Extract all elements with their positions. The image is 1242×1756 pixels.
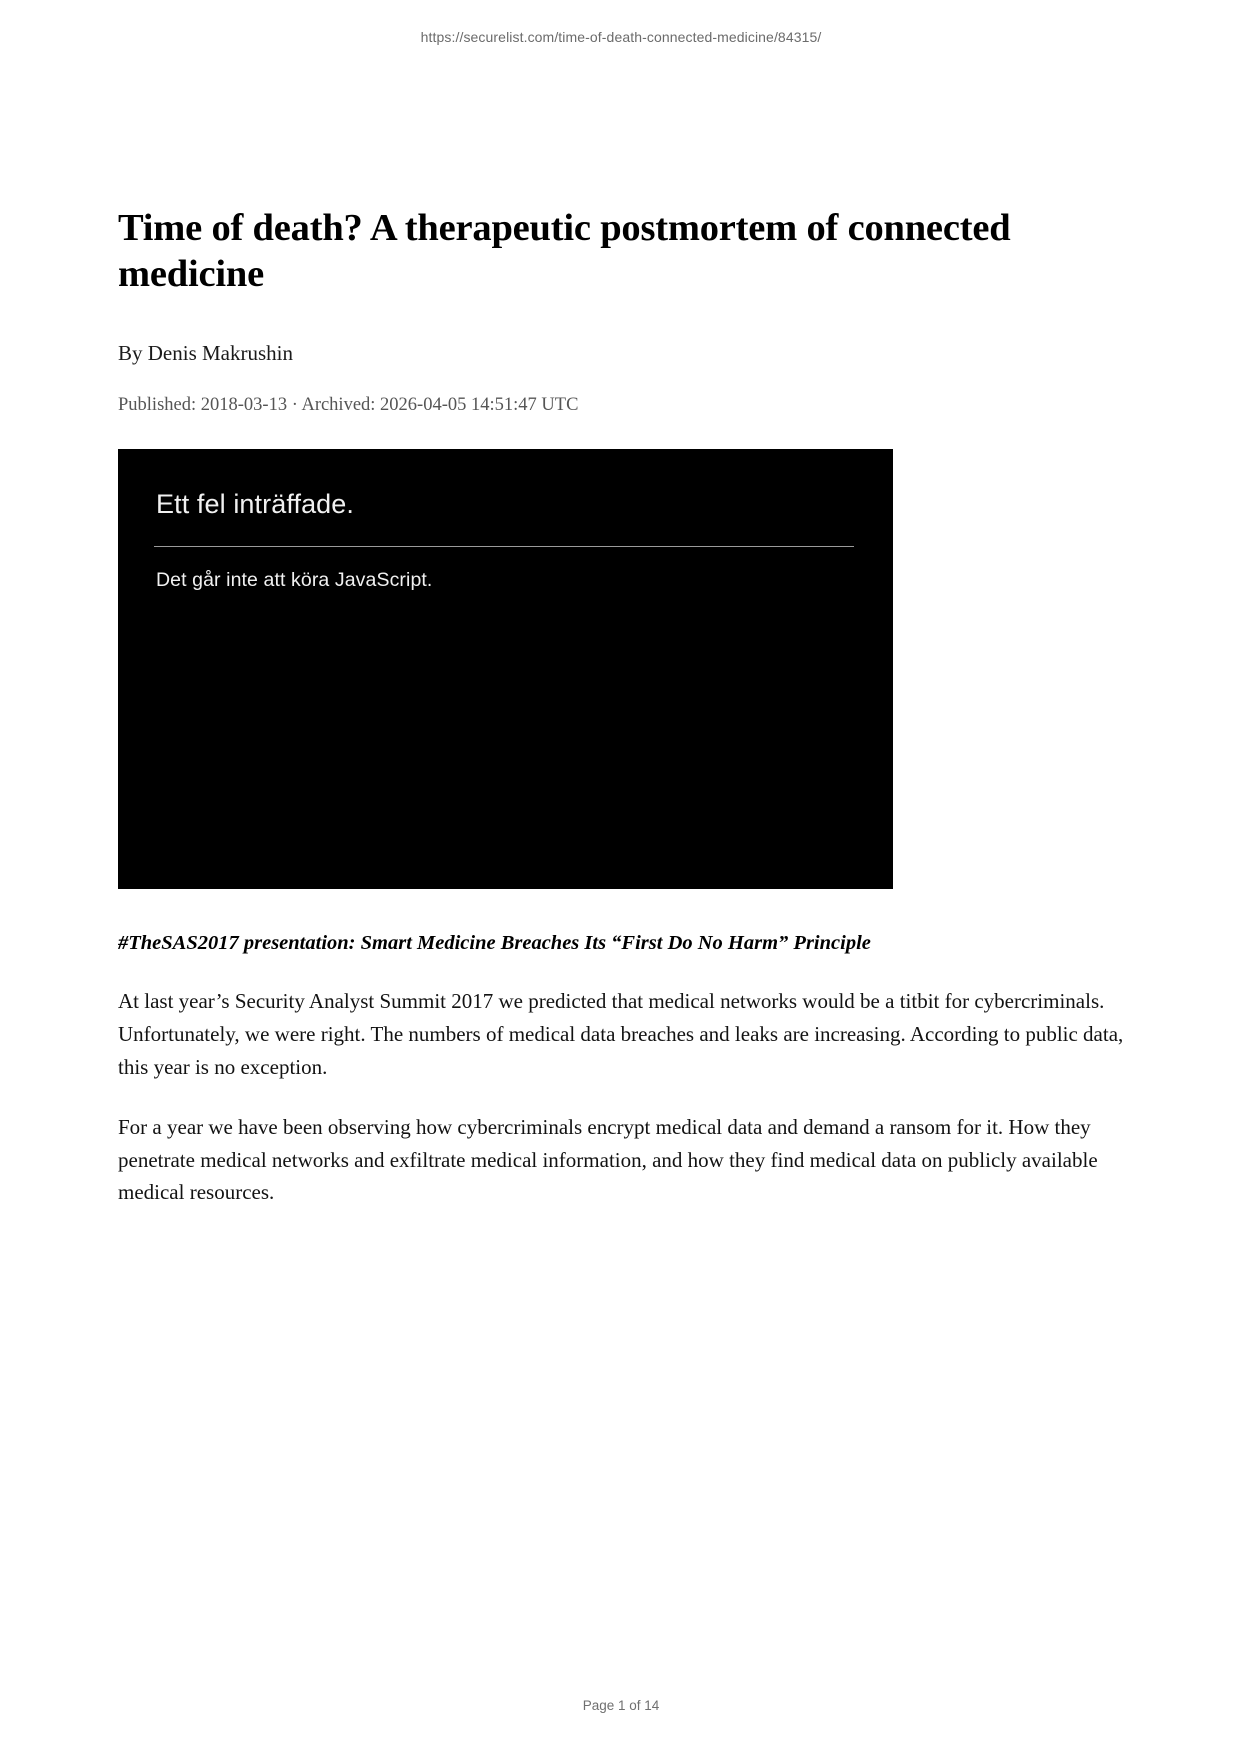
video-embed-placeholder[interactable] [118, 449, 893, 889]
embed-divider [154, 546, 854, 547]
embed-error-title: Ett fel inträffade. [156, 488, 355, 519]
figure-caption: #TheSAS2017 presentation: Smart Medicine Breaches Its “First Do No Harm” Principle [118, 931, 871, 954]
page-footer: Page 1 of 14 [582, 1698, 660, 1713]
embed-error-message: Det går inte att köra JavaScript. [156, 568, 433, 591]
page-title: Time of death? A therapeutic postmortem of connected medicine [118, 207, 1011, 296]
archive-source-url: https://securelist.com/time-of-death-connected-medicine/84315/ [420, 29, 822, 45]
article-paragraph: At last year’s Security Analyst Summit 2017 we predicted that medical networks would be a titbit for cybercriminals. Unfortunately, we were right. The numbers of medical data breaches and leaks are increasing. According to public data, this year is no exception. [118, 989, 1124, 1079]
article-byline: By Denis Makrushin [118, 341, 293, 366]
article-content [118, 205, 1124, 1209]
article-publication-info: Published: 2018-03-13 · Archived: 2026-04-05 14:51:47 UTC [118, 394, 579, 415]
article-paragraph: For a year we have been observing how cybercriminals encrypt medical data and demand a ransom for it. How they penetrate medical networks and exfiltrate medical information, and how they find medical data on publicly available medical resources. [118, 1115, 1098, 1205]
